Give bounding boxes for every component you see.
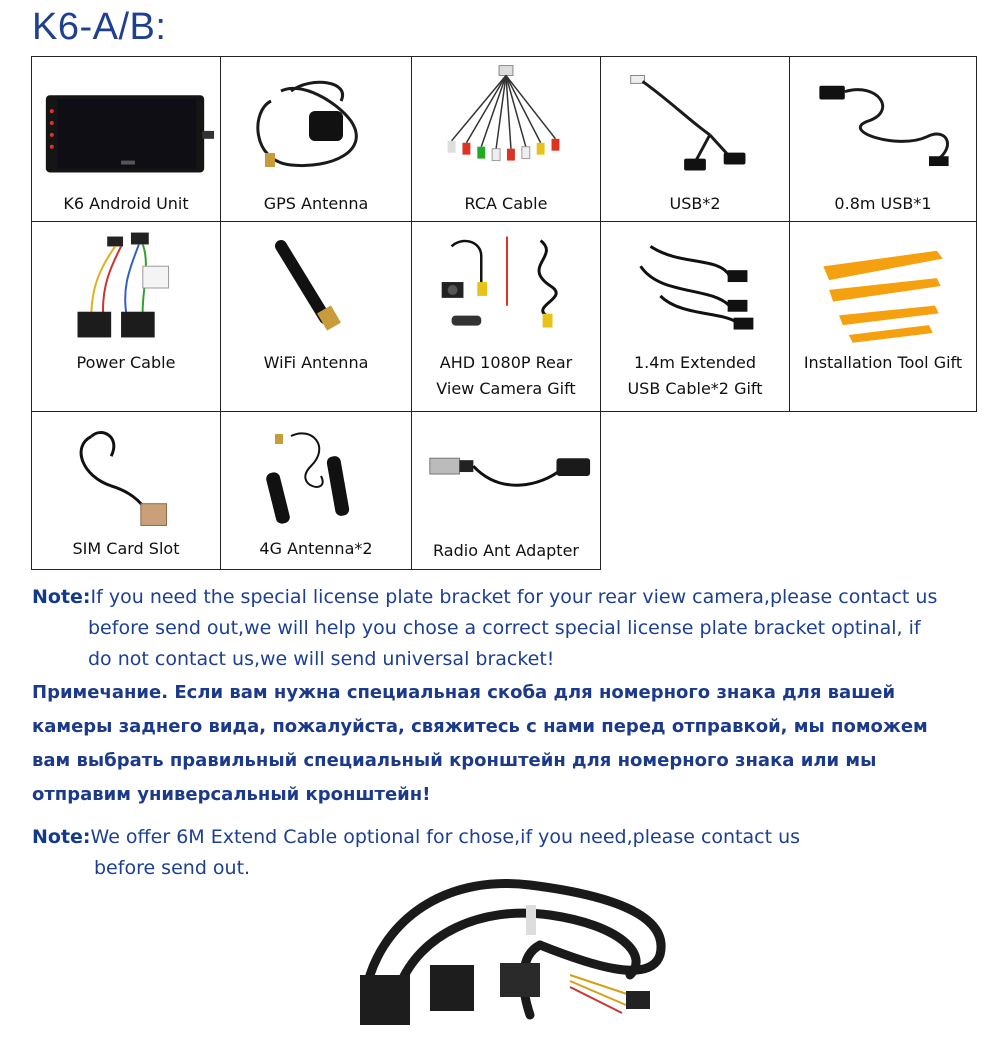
- note-line: Примечание. Если вам нужна специальная скоба для номерного знака для вашей: [32, 682, 896, 703]
- item-cell-power-cable: [31, 221, 221, 412]
- bracket-note-ru: [32, 676, 982, 812]
- 4g-antenna-icon: [221, 416, 411, 536]
- item-cell-install-tools: [789, 221, 977, 412]
- item-label: Radio Ant Adapter: [433, 541, 579, 560]
- note-prefix: Note:: [32, 586, 91, 608]
- item-cell-usb: [600, 56, 790, 222]
- note-line: do not contact us,we will send universal bracket!: [88, 648, 555, 670]
- sim-slot-cable-icon: [32, 416, 220, 536]
- note-line: before send out,we will help you chose a correct special license plate bracket optinal, if: [88, 617, 921, 639]
- item-label: WiFi Antenna: [263, 353, 369, 372]
- item-cell-usb-extension: [600, 221, 790, 412]
- accessories-grid: [31, 56, 977, 570]
- radio-antenna-adapter-icon: [412, 416, 600, 536]
- item-cell-4g-antenna: [220, 411, 412, 570]
- wifi-antenna-icon: [221, 226, 411, 346]
- extension-harness-icon: [330, 855, 690, 1055]
- item-label-line1: AHD 1080P Rear: [439, 353, 573, 372]
- item-label: Installation Tool Gift: [803, 353, 963, 372]
- item-cell-usb-08m: [789, 56, 977, 222]
- rca-cable-icon: [412, 61, 600, 181]
- bracket-note-en: [32, 582, 982, 675]
- item-cell-android-unit: [31, 56, 221, 222]
- gps-antenna-icon: [221, 61, 411, 181]
- pry-tools-icon: [790, 226, 976, 346]
- page-title: K6-A/B:: [32, 6, 167, 48]
- item-label-line1: 1.4m Extended: [633, 353, 757, 372]
- usb-cable-icon: [601, 61, 789, 181]
- item-label: GPS Antenna: [263, 194, 369, 213]
- item-label-line2: USB Cable*2 Gift: [627, 379, 763, 398]
- android-head-unit-icon: [32, 61, 220, 181]
- item-label: USB*2: [669, 194, 721, 213]
- item-cell-radio-adapter: [411, 411, 601, 570]
- note-line: вам выбрать правильный специальный кронштейн для номерного знака или мы: [32, 750, 877, 771]
- item-label: K6 Android Unit: [63, 194, 189, 213]
- item-cell-wifi-antenna: [220, 221, 412, 412]
- power-cable-icon: [32, 226, 220, 346]
- item-cell-sim-slot: [31, 411, 221, 570]
- note-line: камеры заднего вида, пожалуйста, свяжитесь с нами перед отправкой, мы поможем: [32, 716, 928, 737]
- item-label: 0.8m USB*1: [834, 194, 932, 213]
- item-cell-rca-cable: [411, 56, 601, 222]
- item-label-line2: View Camera Gift: [436, 379, 576, 398]
- item-label: 4G Antenna*2: [259, 539, 373, 558]
- usb-extension-cable-icon: [601, 226, 789, 346]
- note-line: before send out.: [94, 857, 251, 879]
- rear-camera-icon: [412, 226, 600, 346]
- item-cell-rear-camera: [411, 221, 601, 412]
- item-cell-gps-antenna: [220, 56, 412, 222]
- note-prefix: Note:: [32, 826, 91, 848]
- item-label: Power Cable: [76, 353, 176, 372]
- usb-cable-icon: [790, 61, 976, 181]
- note-line: отправим универсальный кронштейн!: [32, 784, 431, 805]
- note-line: We offer 6M Extend Cable optional for chose,if you need,please contact us: [90, 826, 801, 848]
- note-line: If you need the special license plate bracket for your rear view camera,please contact us: [90, 586, 938, 608]
- item-label: SIM Card Slot: [72, 539, 180, 558]
- item-label: RCA Cable: [464, 194, 548, 213]
